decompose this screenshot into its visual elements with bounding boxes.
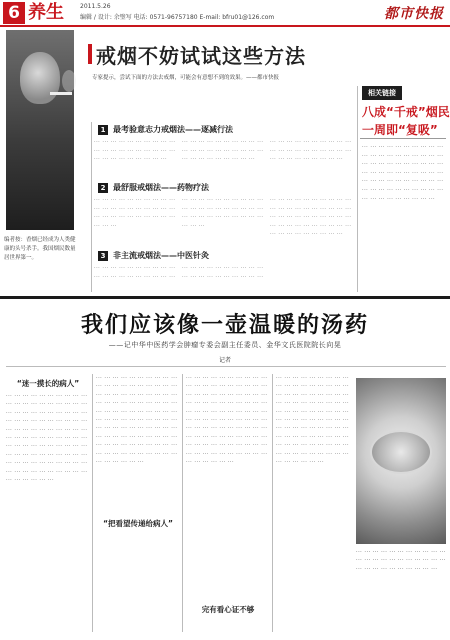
section-2-title xyxy=(98,182,209,193)
bottom-col-3: ··· ··· ··· ··· ··· ··· ··· ··· ··· ··· ··· ··· ··· ··· ··· ··· ··· ··· ··· ··· ··· ··· ··· ··· ··· ··· ··· ··· ··· ··· ··· ··· ··· ··· ··· ··· ··· ··· ··· ··· ··· ··· ··· ··· ··· ··· ··· ··· ··· ··· ··· ··· ··· ··· ··· ··· ··· ··· ··· ··· ··· ··· ··· ··· ··· ··· ··· ··· ··· ··· ··· ··· ··· ··· ··· ··· ··· ··· ··· ··· ··· ··· ··· ··· ··· ··· ··· ··· ··· ··· ··· ··· ··· ··· ··· ··· ··· ··· ··· ··· ··· ··· ··· ··· ··· ··· xyxy=(186,375,268,466)
article-divider xyxy=(0,296,450,299)
headline-accent xyxy=(88,44,92,64)
top-left-rule xyxy=(91,122,92,292)
section-2-col-a: ··· ··· ··· ··· ··· ··· ··· ··· ··· ··· ··· ··· ··· ··· ··· ··· ··· ··· ··· ··· ··· ··· ··· ··· ··· ··· ··· ··· ··· ··· ··· ··· ··· xyxy=(94,197,176,229)
related-links-tag: 相关链接 xyxy=(362,86,402,100)
masthead-logo: 都市快报 xyxy=(384,6,444,22)
related-headline-line2: 一周即“复吸” xyxy=(362,123,438,137)
section-3-col-b: ··· ··· ··· ··· ··· ··· ··· ··· ··· ··· ··· ··· ··· ··· ··· ··· ··· ··· ··· ··· xyxy=(182,265,264,280)
top-headline: 戒烟不妨试试这些方法 xyxy=(96,44,306,68)
bottom-subhead-1: “迷一摸长的病人” xyxy=(16,379,80,388)
section-2-label: 最舒服戒烟法——药物疗法 xyxy=(113,183,209,192)
section-3-num: 3 xyxy=(98,251,108,261)
related-body: ··· ··· ··· ··· ··· ··· ··· ··· ··· ··· ··· ··· ··· ··· ··· ··· ··· ··· ··· ··· ··· ··· ··· ··· ··· ··· ··· ··· ··· ··· ··· ··· ··· ··· ··· ··· ··· ··· ··· ··· ··· ··· ··· ··· ··· ··· ··· ··· ··· ··· ··· ··· ··· ··· ··· ··· ··· ··· ··· ··· ··· ··· ··· ··· ··· ··· ··· ··· ··· xyxy=(362,144,444,202)
face-shape xyxy=(20,52,60,104)
section-3-label: 非主流戒烟法——中医针灸 xyxy=(113,251,209,260)
bottom-headline: 我们应该像一壶温暖的汤药 xyxy=(80,312,369,338)
top-lead: 专家提示，尝试下面的方法去戒烟，可能会有意想不到的效果。——都市快报 xyxy=(92,75,280,81)
bottom-rule-1 xyxy=(92,374,93,632)
bottom-col-4: ··· ··· ··· ··· ··· ··· ··· ··· ··· ··· ··· ··· ··· ··· ··· ··· ··· ··· ··· ··· ··· ··· ··· ··· ··· ··· ··· ··· ··· ··· ··· ··· ··· ··· ··· ··· ··· ··· ··· ··· ··· ··· ··· ··· ··· ··· ··· ··· ··· ··· ··· ··· ··· ··· ··· ··· ··· ··· ··· ··· ··· ··· ··· ··· ··· ··· ··· ··· ··· ··· ··· ··· ··· ··· ··· ··· ··· ··· ··· ··· ··· ··· ··· ··· ··· ··· ··· ··· ··· ··· ··· ··· ··· ··· ··· ··· xyxy=(276,375,350,466)
bottom-top-rule xyxy=(6,366,446,367)
section-1-col-a: ··· ··· ··· ··· ··· ··· ··· ··· ··· ··· ··· ··· ··· ··· ··· ··· ··· ··· ··· ··· ··· ··· ··· ··· ··· ··· ··· ··· ··· xyxy=(94,139,176,163)
soup-caption: ··· ··· ··· ··· ··· ··· ··· ··· ··· ··· ··· ··· ··· ··· ··· ··· ··· ··· ··· ··· ··· ··· ··· ··· ··· ··· ··· ··· ··· ··· ··· ··· xyxy=(356,549,446,572)
bottom-rule-2 xyxy=(182,374,183,632)
section-2-num: 2 xyxy=(98,183,108,193)
section-1-col-c: ··· ··· ··· ··· ··· ··· ··· ··· ··· ··· ··· ··· ··· ··· ··· ··· ··· ··· ··· ··· ··· ··· ··· ··· ··· ··· ··· ··· ··· xyxy=(270,139,352,163)
cigarette-shape xyxy=(50,92,72,95)
soup-photo xyxy=(356,378,446,544)
header-rule xyxy=(0,25,450,27)
section-1-label: 最考验意志力戒烟法——逐减行法 xyxy=(113,125,233,134)
bottom-author: 记者 xyxy=(218,357,231,364)
section-2-col-b: ··· ··· ··· ··· ··· ··· ··· ··· ··· ··· ··· ··· ··· ··· ··· ··· ··· ··· ··· ··· ··· ··· ··· ··· ··· ··· ··· ··· ··· ··· ··· ··· ··· xyxy=(182,197,264,229)
related-headline-line1: 八成“千戒”烟民 xyxy=(362,105,450,119)
related-rule xyxy=(360,138,446,139)
issue-date: 2011.5.26 xyxy=(80,3,111,10)
bottom-rule-3 xyxy=(272,374,273,632)
section-1-title xyxy=(98,124,233,135)
section-1-col-b: ··· ··· ··· ··· ··· ··· ··· ··· ··· ··· ··· ··· ··· ··· ··· ··· ··· ··· ··· ··· ··· ··· ··· ··· ··· ··· ··· ··· ··· xyxy=(182,139,264,163)
bottom-subtitle: ——记中华中医药学会肿瘤专委会副主任委员、金华文氏医院院长向晃 xyxy=(108,341,342,349)
bottom-subhead-3: 完有看心证不够 xyxy=(201,605,255,614)
page-number: 6 xyxy=(3,2,25,24)
right-column-rule xyxy=(357,86,358,292)
section-1-num: 1 xyxy=(98,125,108,135)
section-3-title xyxy=(98,250,209,261)
section-name: 养生 xyxy=(28,2,64,23)
editor-contact: 编辑 / 设计: 余璧写 电话: 0571-96757180 E-mail: bfru01@126.com xyxy=(80,14,275,21)
bottom-subhead-2: “把看望传递给病人” xyxy=(103,519,173,528)
section-3-col-a: ··· ··· ··· ··· ··· ··· ··· ··· ··· ··· ··· ··· ··· ··· ··· ··· ··· ··· ··· ··· xyxy=(94,265,176,280)
smoke-shape xyxy=(62,70,76,92)
section-2-col-c: ··· ··· ··· ··· ··· ··· ··· ··· ··· ··· ··· ··· ··· ··· ··· ··· ··· ··· ··· ··· ··· ··· ··· ··· ··· ··· ··· ··· ··· ··· ··· ··· ··· ··· ··· ··· ··· ··· ··· ··· ··· ··· ··· ··· ··· ··· ··· ··· ··· xyxy=(270,197,352,238)
editor-note: 编者按：香烟已经成为人类健康的头号杀手。我国烟民数量居世界第一。 xyxy=(4,237,76,262)
soup-bowl-shape xyxy=(370,430,432,474)
smoker-photo xyxy=(6,30,74,230)
bottom-col-1: ··· ··· ··· ··· ··· ··· ··· ··· ··· ··· ··· ··· ··· ··· ··· ··· ··· ··· ··· ··· ··· ··· ··· ··· ··· ··· ··· ··· ··· ··· ··· ··· ··· ··· ··· ··· ··· ··· ··· ··· ··· ··· ··· ··· ··· ··· ··· ··· ··· ··· ··· ··· ··· ··· ··· ··· ··· ··· ··· ··· ··· ··· ··· ··· ··· ··· ··· ··· ··· ··· ··· ··· ··· ··· ··· ··· ··· ··· ··· ··· ··· ··· ··· ··· ··· ··· ··· ··· ··· ··· ··· ··· ··· ··· ··· ··· ··· ··· ··· ··· ··· ··· ··· ··· ··· ··· xyxy=(6,393,88,484)
bottom-col-2: ··· ··· ··· ··· ··· ··· ··· ··· ··· ··· ··· ··· ··· ··· ··· ··· ··· ··· ··· ··· ··· ··· ··· ··· ··· ··· ··· ··· ··· ··· ··· ··· ··· ··· ··· ··· ··· ··· ··· ··· ··· ··· ··· ··· ··· ··· ··· ··· ··· ··· ··· ··· ··· ··· ··· ··· ··· ··· ··· ··· ··· ··· ··· ··· ··· ··· ··· ··· ··· ··· ··· ··· ··· ··· ··· ··· ··· ··· ··· ··· ··· ··· ··· ··· ··· ··· ··· ··· ··· ··· ··· ··· ··· ··· ··· ··· ··· ··· ··· ··· ··· ··· ··· ··· ··· ··· xyxy=(96,375,178,466)
